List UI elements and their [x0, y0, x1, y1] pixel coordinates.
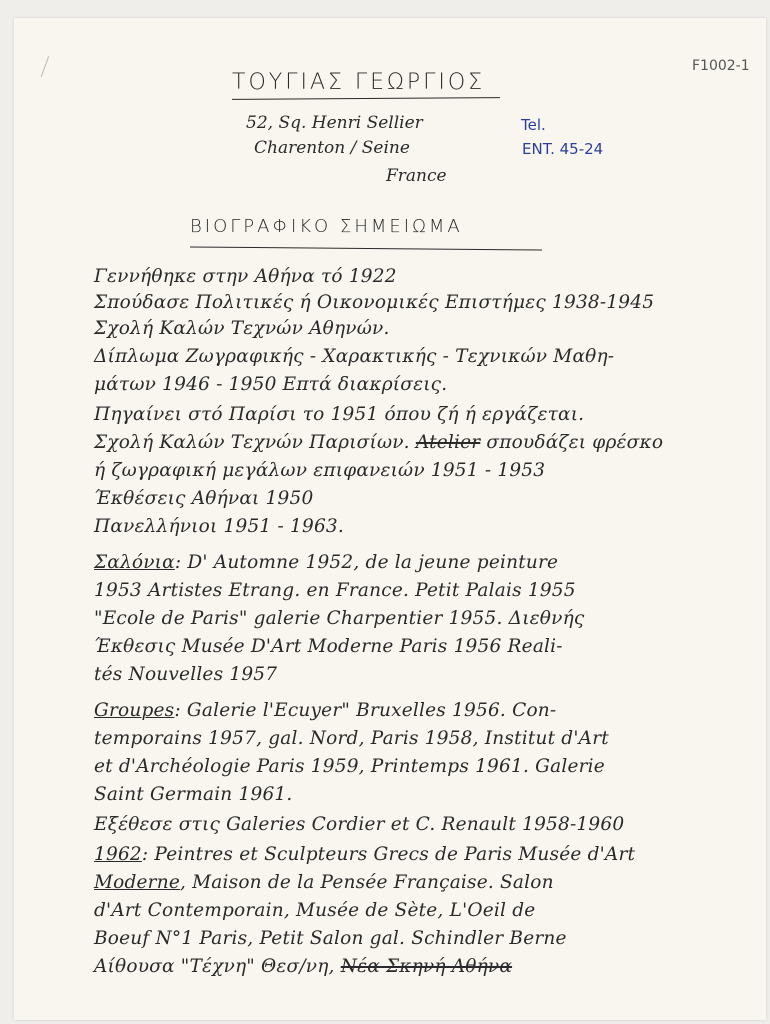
bio-line-7-start: Σχολή Καλών Τεχνών Παρισίων. — [94, 432, 410, 453]
document-page — [14, 18, 766, 1020]
page-crease — [41, 56, 63, 82]
phone-number: ENT. 45-24 — [522, 140, 604, 158]
groupes-label: Groupes — [94, 700, 175, 721]
bio-line-23: d'Art Contemporain, Musée de Sète, L'Oeil de — [94, 900, 536, 921]
bio-line-16-text: : Galerie l'Ecuyer" Bruxelles 1956. Con- — [174, 700, 557, 721]
bio-line-7-end: σπουδάζει φρέσκο — [486, 432, 664, 453]
bio-line-20: Εξέθεσε στις Galeries Cordier et C. Renault 1958-1960 — [94, 814, 625, 835]
phone-label: Tel. — [521, 116, 546, 134]
bio-line-11 — [94, 552, 558, 573]
bio-line-3: Σχολή Καλών Τεχνών Αθηνών. — [94, 318, 390, 339]
bio-line-24: Boeuf N°1 Paris, Petit Salon gal. Schindler Berne — [94, 928, 567, 949]
bio-line-15: tés Nouvelles 1957 — [94, 664, 278, 685]
bio-line-17: temporains 1957, gal. Nord, Paris 1958, Institut d'Art — [94, 728, 609, 749]
bio-line-2: Σπούδασε Πολιτικές ή Οικονομικές Επιστήμες 1938-1945 — [94, 292, 655, 313]
bio-line-8: ή ζωγραφική μεγάλων επιφανειών 1951 - 1953 — [94, 460, 546, 481]
address-line-1: 52, Sq. Henri Sellier — [246, 113, 423, 133]
address-line-2: Charenton / Seine — [254, 138, 410, 158]
bio-line-21 — [94, 844, 635, 865]
address-line-3: France — [386, 166, 447, 186]
bio-line-19: Saint Germain 1961. — [94, 784, 293, 805]
struck-phrase: Νέα Σκηνή Αθήνα — [340, 956, 513, 977]
bio-line-21-text: : Peintres et Sculpteurs Grecs de Paris Musée d'Art — [141, 844, 636, 865]
bio-line-9: Έκθέσεις Αθήναι 1950 — [94, 488, 314, 509]
person-name: ΤΟΥΓΙΑΣ ΓΕΩΡΓΙΟΣ — [232, 70, 486, 95]
salons-label: Σαλόνια — [94, 552, 175, 573]
name-underline — [232, 97, 500, 100]
section-title-underline — [190, 246, 542, 250]
bio-line-7 — [94, 432, 663, 453]
bio-line-14: Έκθεσις Musée D'Art Moderne Paris 1956 Reali- — [94, 636, 563, 657]
section-title: ΒΙΟΓΡΑΦΙΚΟ ΣΗΜΕΙΩΜΑ — [190, 216, 463, 237]
bio-line-13: "Ecole de Paris" galerie Charpentier 1955. Διεθνής — [94, 608, 585, 629]
year-1962-label: 1962 — [94, 844, 142, 865]
moderne-label: Moderne — [94, 872, 180, 893]
bio-line-10: Πανελλήνιοι 1951 - 1963. — [94, 516, 344, 537]
bio-line-16 — [94, 700, 556, 721]
bio-line-1: Γεννήθηκε στην Αθήνα τό 1922 — [94, 266, 397, 287]
bio-line-22 — [94, 872, 554, 893]
bio-line-25 — [94, 956, 512, 977]
bio-line-11-text: : D' Automne 1952, de la jeune peinture — [174, 552, 559, 573]
bio-line-12: 1953 Artistes Etrang. en France. Petit Palais 1955 — [94, 580, 576, 601]
struck-word: Atelier — [415, 432, 481, 453]
bio-line-4: Δίπλωμα Ζωγραφικής - Χαρακτικής - Τεχνικών Μαθη- — [94, 346, 615, 367]
bio-line-22-text: , Maison de la Pensée Française. Salon — [179, 872, 554, 893]
bio-line-5: μάτων 1946 - 1950 Επτά διακρίσεις. — [94, 374, 448, 395]
bio-line-6: Πηγαίνει στό Παρίσι το 1951 όπου ζή ή εργάζεται. — [94, 404, 585, 425]
archive-reference: F1002-1 — [692, 58, 750, 74]
bio-line-18: et d'Archéologie Paris 1959, Printemps 1961. Galerie — [94, 756, 605, 777]
bio-line-25-start: Αίθουσα "Τέχνη" Θεσ/νη, — [94, 956, 335, 977]
